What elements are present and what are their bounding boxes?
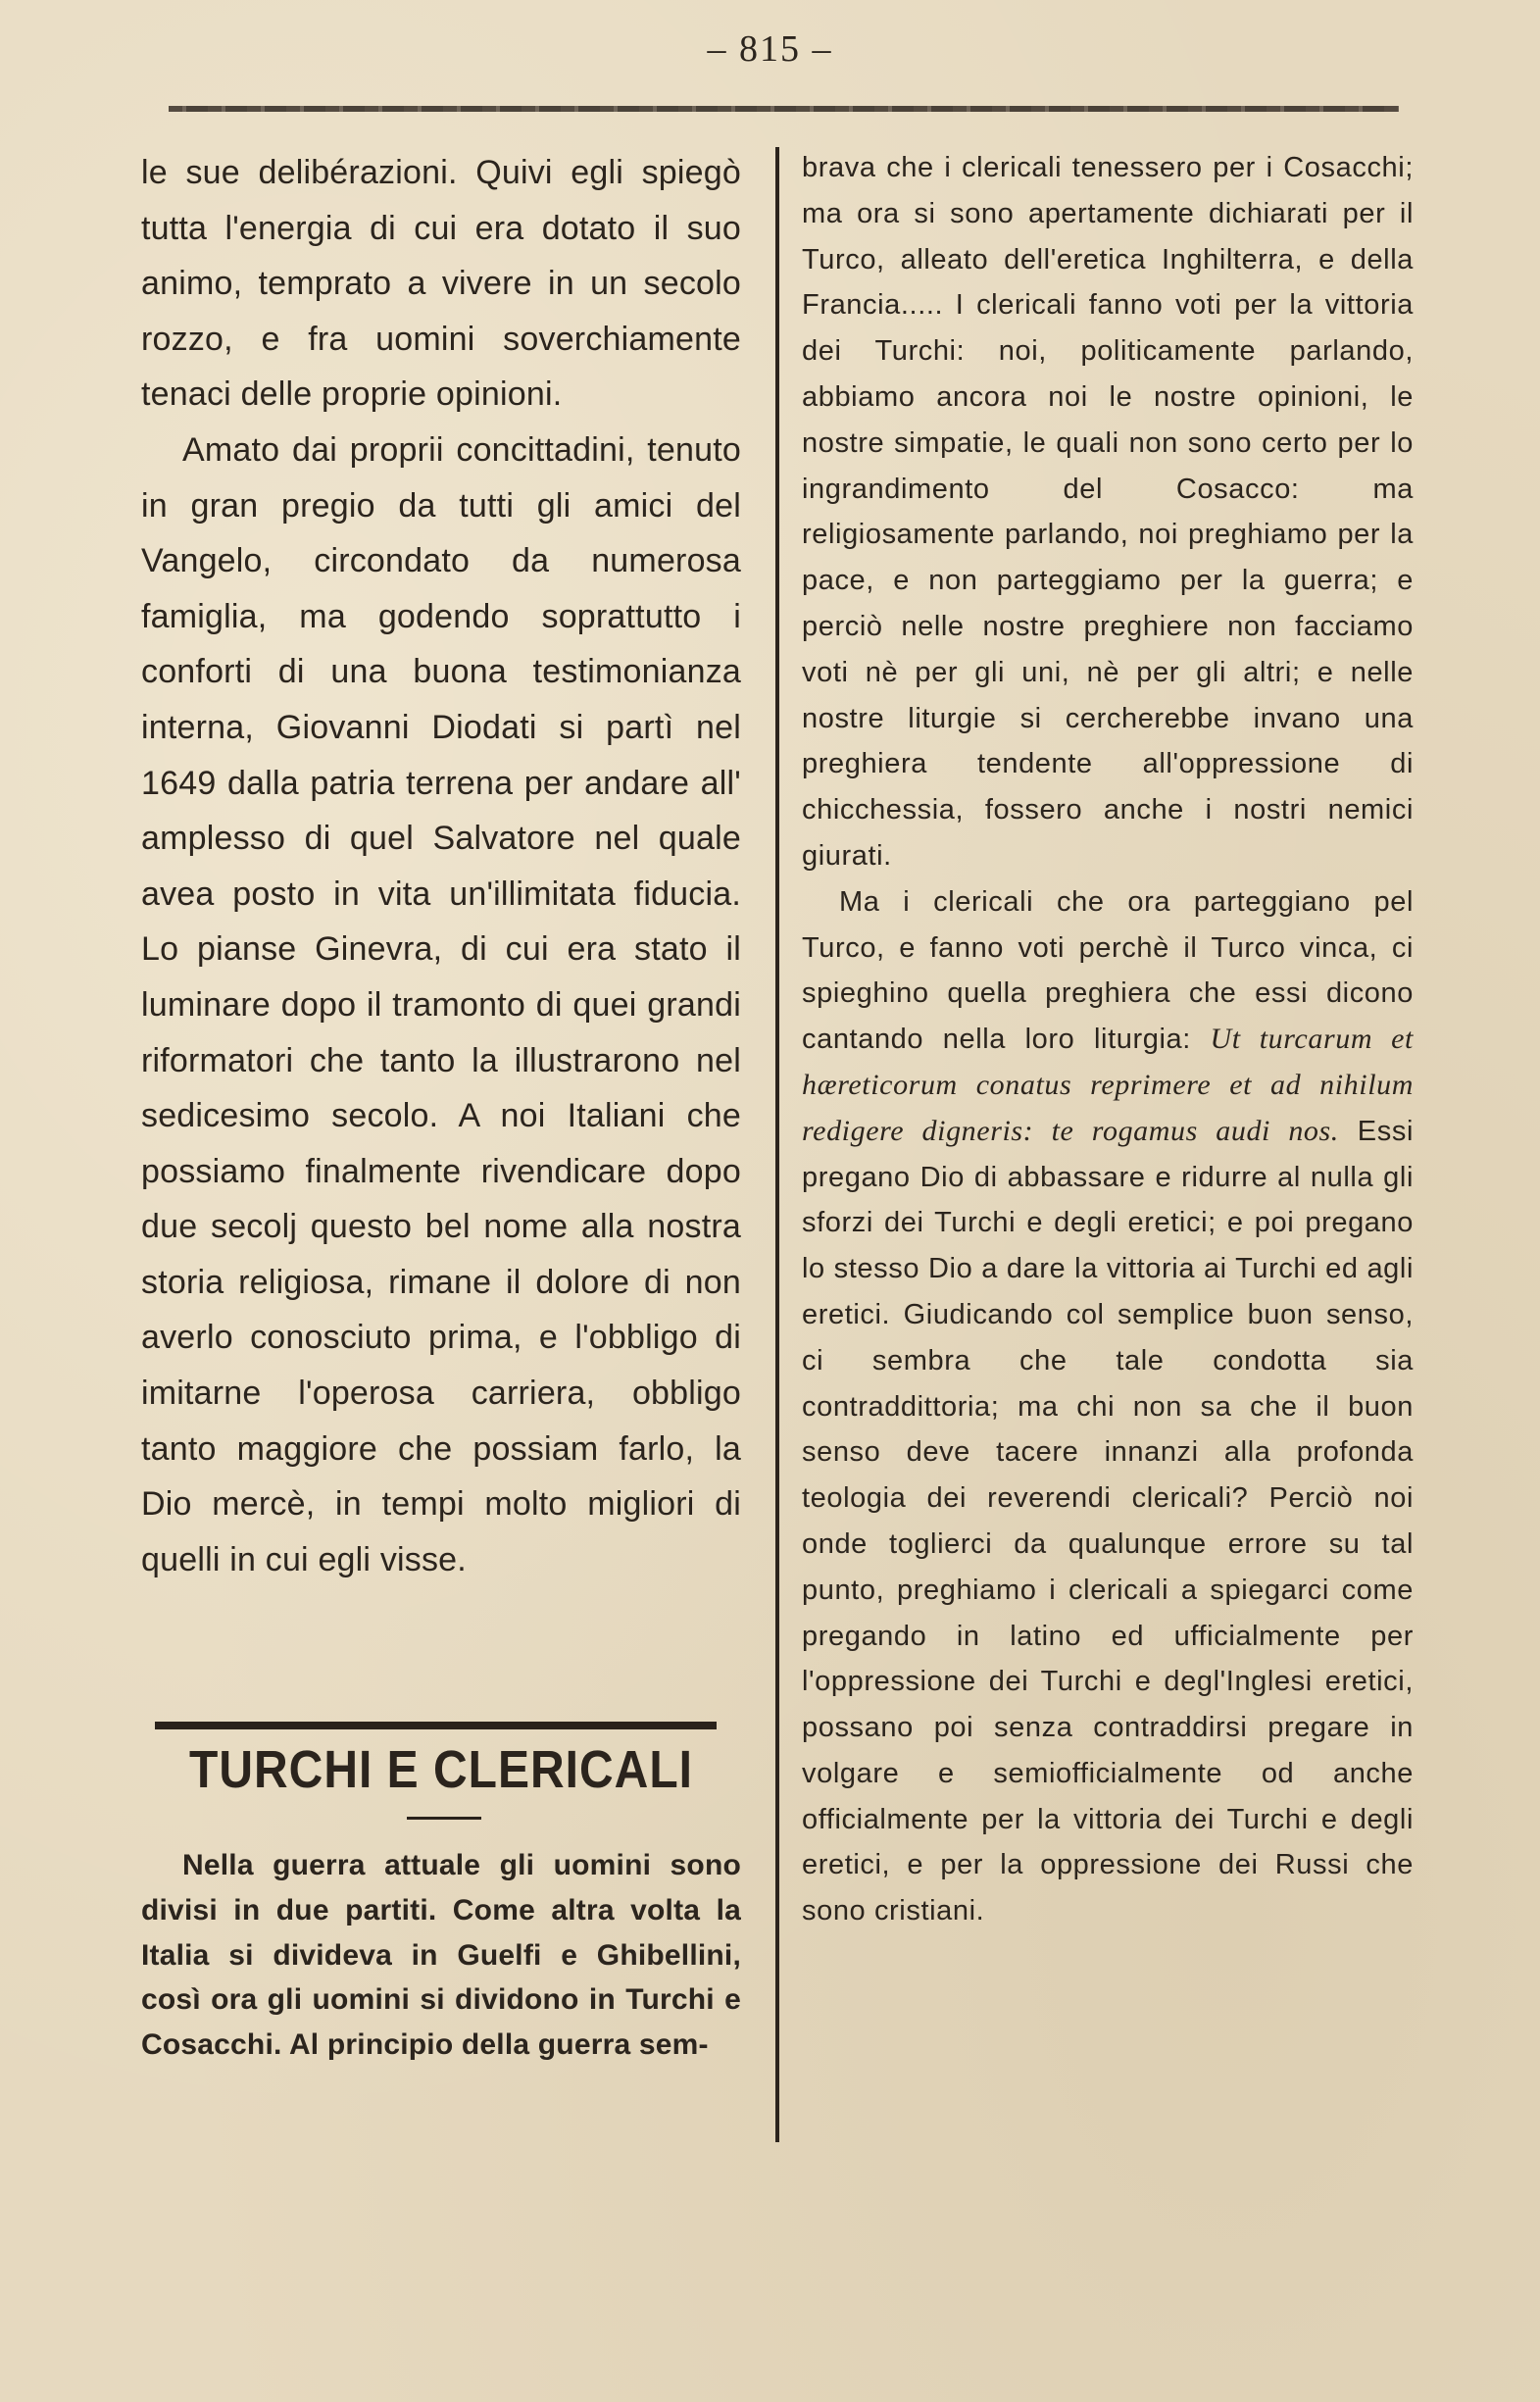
right-paragraph-2-start: Ma i clericali che ora parteggiano pel Turco, e fanno voti perchè il Turco vinca, ci spieghino quella preghiera che essi dicono cantando nella loro liturgia: (802, 885, 1414, 1056)
section-title: TURCHI E CLERICALI (189, 1740, 693, 1800)
section-paragraph-1: Nella guerra attuale gli uomini sono divisi in due partiti. Come altra volta la Italia si divideva in Guelfi e Ghibellini, così ora gli uomini si dividono in Turchi e Cosacchi. Al principio della guerra sem- (141, 1849, 741, 2062)
latin-quote: Ut turcarum et hæreticorum conatus reprimere et ad nihilum redigere digneris: te rogamus audi nos. (802, 1023, 1414, 1147)
page-number: – 815 – (707, 28, 833, 70)
header-rule (169, 106, 1399, 112)
left-paragraph-1: le sue delibérazioni. Quivi egli spiegò tutta l'energia di cui era dotato il suo animo, temprato a vivere in un secolo rozzo, e fra uomini soverchiamente tenaci delle proprie opinioni. (141, 154, 741, 414)
right-column (802, 145, 1414, 1934)
left-column (141, 145, 741, 1587)
right-paragraph-2-end: Essi pregano Dio di abbassare e ridurre al nulla gli sforzi dei Turchi e degli eretici; e poi pregano lo stesso Dio a dare la vittoria ai Turchi ed agli eretici. Giudicando col semplice buon senso, ci sembra che tale condotta sia contraddittoria; ma chi non sa che il buon senso deve tacere innanzi alla profonda teologia dei reverendi clericali? Perciò noi onde toglierci da qualunque errore su tal punto, preghiamo i clericali a spiegarci come pregando in latino ed ufficialmente per l'oppressione dei Turchi e degl'Inglesi eretici, possano poi senza contraddirsi pregare in volgare e semiofficialmente od anche officialmente per la vittoria dei Turchi e degli eretici, e per la oppressione dei Russi che sono cristiani. (802, 1115, 1414, 1927)
right-paragraph-1: brava che i clericali tenessero per i Cosacchi; ma ora si sono apertamente dichiarati per il Turco, alleato dell'eretica Inghilterra, e della Francia..... I clericali fanno voti per la vittoria dei Turchi: noi, politicamente parlando, abbiamo ancora noi le nostre opinioni, le nostre simpatie, le quali non sono certo per lo ingrandimento del Cosacco: ma religiosamente parlando, noi preghiamo per la pace, e non parteggiamo per la guerra; e perciò nelle nostre preghiere non facciamo voti nè per gli uni, nè per gli altri; e nelle nostre liturgie si cercherebbe invano una preghiera tendente all'oppressione di chicchessia, fossero anche i nostri nemici giurati. (802, 152, 1414, 872)
title-dash (407, 1817, 481, 1820)
section-body (141, 1843, 741, 2068)
column-divider (775, 147, 779, 2142)
right-paragraph-2 (802, 879, 1414, 1934)
section-divider-rule (155, 1722, 717, 1729)
left-paragraph-2: Amato dai proprii concittadini, tenuto in gran pregio da tutti gli amici del Vangelo, circondato da numerosa famiglia, ma godendo soprattutto i conforti di una buona testimonianza interna, Giovanni Diodati si partì nel 1649 dalla patria terrena per andare all' amplesso di quel Salvatore nel quale avea posto in vita un'illimitata fiducia. Lo pianse Ginevra, di cui era stato il luminare dopo il tramonto di quei grandi riformatori che tanto la illustrarono nel sedicesimo secolo. A noi Italiani che possiamo finalmente rivendicare dopo due secolj questo bel nome alla nostra storia religiosa, rimane il dolore di non averlo conosciuto prima, e l'obbligo di imitarne l'operosa carriera, obbligo tanto maggiore che possiam farlo, la Dio mercè, in tempi molto migliori di quelli in cui egli visse. (141, 430, 741, 1578)
